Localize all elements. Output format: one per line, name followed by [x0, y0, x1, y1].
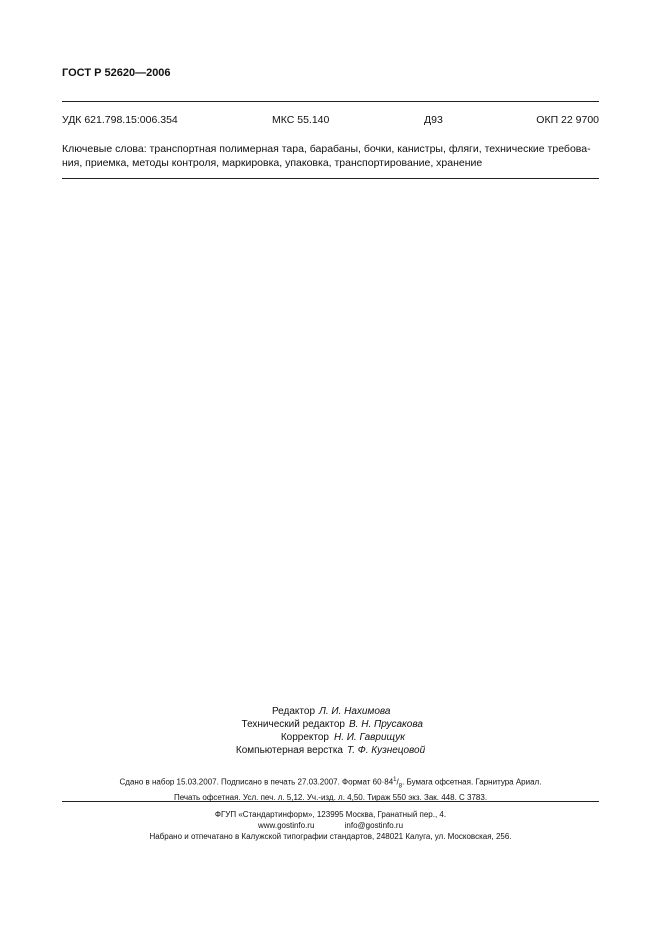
credit-name: Н. И. Гаврищук	[334, 732, 405, 743]
classification-row	[62, 114, 599, 128]
publisher-website: www.gostinfo.ru	[257, 821, 315, 830]
keywords-line-2: ния, приемка, методы контроля, маркировка, упаковка, транспортирование, хранение	[62, 157, 483, 169]
print-info-line-2: Печать офсетная. Усл. печ. л. 5,12. Уч.-изд. л. 4,50. Тираж 550 экз. Зак. 448. С 3783.	[173, 793, 488, 803]
udc-code: УДК 621.798.15:006.354	[62, 114, 178, 126]
publisher-divider	[62, 801, 599, 802]
document-id: ГОСТ Р 52620—2006	[62, 67, 171, 79]
printing-house: Набрано и отпечатано в Калужской типографии стандартов, 248021 Калуга, ул. Московская, 256.	[149, 832, 512, 841]
publisher-address: ФГУП «Стандартинформ», 123995 Москва, Гранатный пер., 4.	[214, 810, 447, 819]
top-divider	[62, 101, 599, 102]
publisher-block	[62, 809, 599, 842]
credit-layout	[200, 744, 460, 757]
credit-corrector	[200, 731, 460, 744]
credit-role: Корректор	[280, 732, 329, 743]
credit-editor	[200, 705, 460, 718]
keywords-divider	[62, 178, 599, 179]
credit-role: Компьютерная верстка	[235, 745, 343, 756]
credit-role: Технический редактор	[241, 719, 345, 730]
print-info-line-1: Сдано в набор 15.03.2007. Подписано в печать 27.03.2007. Формат $60\cdot 84^1/_8$. Бумага офсетная. Гарнитура Ариал.	[119, 777, 542, 790]
mks-code: МКС 55.140	[272, 114, 330, 126]
credit-tech-editor	[200, 718, 460, 731]
group-code: Д93	[424, 114, 443, 126]
credit-name: В. Н. Прусакова	[349, 719, 423, 730]
credit-role: Редактор	[271, 706, 315, 717]
publisher-contacts	[244, 820, 417, 831]
okp-code: ОКП 22 9700	[536, 114, 599, 126]
credit-name: Л. И. Нахимова	[319, 706, 391, 717]
publisher-email: info@gostinfo.ru	[344, 821, 404, 830]
print-info	[62, 774, 599, 804]
keywords-line-1: Ключевые слова: транспортная полимерная тара, барабаны, бочки, канистры, фляги, технические требова-	[62, 143, 591, 155]
credits-block	[200, 705, 460, 757]
credit-name: Т. Ф. Кузнецовой	[347, 745, 426, 756]
keywords	[62, 142, 599, 170]
